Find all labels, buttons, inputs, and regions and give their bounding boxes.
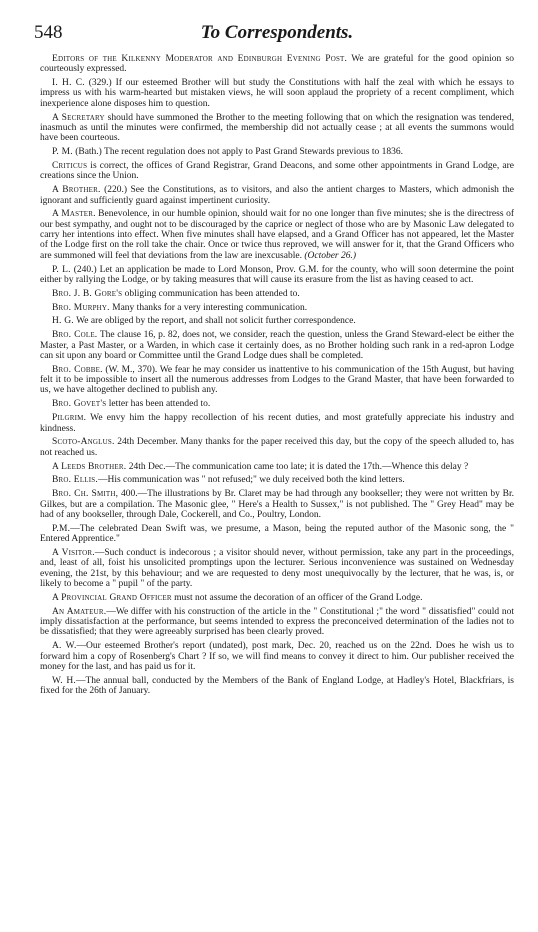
note-text: obliging communication has been attended to. bbox=[122, 288, 300, 299]
note-text: 400.—The illustrations by Br. Claret may be had through any bookseller; they were not written by Br. Gilkes, but are a compilation. The Masonic glee, " Here's a Health to Sussex," is not published. The " Grey Head" may be had of any bookseller, through Dale, Cockerell, and Co., Poultry, London. bbox=[40, 489, 514, 520]
note-text: 24th December. Many thanks for the paper received this day, but the copy of the speech alluded to, has not reached us. bbox=[40, 437, 514, 458]
note-text: must not assume the decoration of an officer of the Grand Lodge. bbox=[171, 592, 423, 603]
correspondent-name: H. G. bbox=[52, 316, 74, 327]
correspondent-note bbox=[40, 289, 514, 299]
correspondent-name: Scoto-Anglus. bbox=[52, 437, 115, 448]
correspondent-name: P. L. bbox=[52, 264, 71, 275]
correspondent-note bbox=[40, 330, 514, 361]
note-text: The clause 16, p. 82, does not, we consider, reach the question, unless the Grand Steward-elect be either the Master, a Past Master, or a Warden, in which case it certainly does, as no Brother holding such rank in a red-apron Lodge can sit upon any board or Committee until the Grand Lodge dues shall be completed. bbox=[40, 330, 514, 361]
note-text: We are obliged by the report, and shall not solicit further correspondence. bbox=[73, 316, 356, 327]
correspondent-note bbox=[40, 475, 514, 485]
correspondent-note bbox=[40, 303, 514, 313]
correspondent-note bbox=[40, 209, 514, 260]
correspondent-name: A. W. bbox=[52, 641, 77, 652]
correspondent-name: P.M. bbox=[52, 523, 71, 534]
correspondent-note bbox=[40, 489, 514, 520]
running-title: To Correspondents. bbox=[200, 22, 354, 43]
correspondent-name: Bro. Ellis. bbox=[52, 475, 98, 486]
correspondent-note bbox=[40, 413, 514, 434]
correspondent-note bbox=[40, 593, 514, 603]
correspondent-note bbox=[40, 524, 514, 545]
correspondent-note bbox=[40, 265, 514, 286]
note-text: (220.) See the Constitutions, as to visitors, and also the antient charges to Masters, which admonish the ignorant and sufficiently guard against impertinent curiosity. bbox=[40, 185, 514, 206]
correspondent-name: Bro. Ch. Smith, bbox=[52, 489, 119, 500]
correspondent-name: Bro. J. B. Gore's bbox=[52, 288, 123, 299]
correspondent-name: Editors of the Kilkenny Moderator and Edinburgh Evening Post. bbox=[52, 54, 348, 64]
note-text: —We differ with his construction of the article in the " Constitutional ;" the word " dissatisfied" could not imply dissatisfaction at the performance, but seems intended to express the preconceived determination of the ladies not to be dissatisfied; that they were agreeably surprised has been clearly proved. bbox=[40, 606, 515, 638]
correspondent-name: Bro. Murphy. bbox=[52, 302, 110, 313]
note-text: (240.) Let an application be made to Lord Monson, Prov. G.M. for the county, who will soon determine the point either by rallying the Lodge, or by taking measures that will cause its erasure from the list as having ceased to act. bbox=[40, 264, 514, 285]
correspondent-name: A Brother. bbox=[52, 185, 101, 196]
correspondent-note bbox=[40, 462, 514, 472]
correspondent-name: A Provincial Grand Officer bbox=[52, 592, 172, 603]
correspondent-name: A Visitor. bbox=[52, 548, 95, 559]
correspondent-note bbox=[40, 78, 514, 109]
correspondence-list bbox=[40, 54, 514, 696]
note-text: —Our esteemed Brother's report (undated), post mark, Dec. 20, reached us on the 22nd. Does he wish us to forward him a copy of Rosenberg's Chart ? If so, we will find means to convey it direct to him. Our publisher received the money for the last, and has paid us for it. bbox=[40, 641, 514, 672]
note-text: (W. M., 370). We fear he may consider us inattentive to his communication of the 15th August, but having felt it to be impossible to insert all the numerous addresses from Lodges to the Grand Master, that have been forwarded to us, we have altogether declined to publish any. bbox=[40, 364, 514, 396]
correspondent-note bbox=[40, 548, 514, 589]
note-text: 24th Dec.—The communication came too late; it is dated the 17th.—Whence this delay ? bbox=[126, 461, 469, 472]
note-text: —His communication was " not refused;" we duly received both the kind letters. bbox=[97, 475, 405, 486]
correspondent-name: Bro. Cole. bbox=[52, 330, 98, 341]
correspondent-name: A Leeds Brother. bbox=[52, 461, 127, 472]
correspondent-name: Bro. Cobbe. bbox=[52, 364, 103, 375]
note-text: (329.) If our esteemed Brother will but study the Constitutions with half the zeal with which he essays to impress us with his warm-hearted but mistaken views, he will soon applaud the propriety of a recent compliment, which inexperience alone disposes him to question. bbox=[40, 78, 514, 109]
note-text: (Bath.) The recent regulation does not apply to Past Grand Stewards previous to 1836. bbox=[72, 147, 403, 158]
correspondent-name: Bro. Govet's bbox=[52, 399, 107, 410]
correspondent-name: Pilgrim. bbox=[52, 413, 87, 424]
correspondent-note bbox=[40, 676, 514, 697]
note-text: —The celebrated Dean Swift was, we presume, a Mason, being the reputed author of the Masonic song, the " Entered Apprentice." bbox=[40, 523, 514, 545]
correspondent-name: I. H. C. bbox=[52, 78, 85, 89]
correspondent-note bbox=[40, 607, 514, 638]
correspondent-name: An Amateur. bbox=[52, 606, 107, 617]
note-text: is correct, the offices of Grand Registrar, Grand Deacons, and some other appointments in Grand Lodge, are creations since the Union. bbox=[40, 161, 514, 182]
correspondent-note bbox=[40, 641, 514, 672]
date-note: (October 26.) bbox=[304, 250, 357, 261]
note-text: Many thanks for a very interesting communication. bbox=[109, 302, 308, 313]
correspondent-note bbox=[40, 147, 514, 157]
correspondent-note bbox=[40, 365, 514, 396]
correspondent-note bbox=[40, 54, 514, 75]
note-text: —The annual ball, conducted by the Members of the Bank of England Lodge, at Hadley's Hotel, Blackfriars, is fixed for the 26th of January. bbox=[40, 675, 514, 696]
note-text: —Such conduct is indecorous ; a visitor should never, without permission, take any part in the proceedings, and, least of all, foist his unsolicited promptings upon the lecturer. Serious inconvenience was sustained on Wednesday evening, the 21st, by this behaviour; and we are requested to deny most unequivocally by the lecturer, that he was, is, or likely to become a " pupil " of the party. bbox=[40, 548, 514, 589]
correspondent-name: A Secretary bbox=[52, 112, 105, 123]
correspondent-note bbox=[40, 316, 514, 326]
correspondent-note bbox=[40, 113, 514, 144]
page bbox=[34, 22, 515, 700]
note-text: Benevolence, in our humble opinion, should wait for no one longer than five minutes; she is the directress of our best sympathy, and ought not to be discouraged by the caprice or neglect of those who are by Masonic Law delegated to carry her intentions into effect. When five minutes shall have elapsed, and a Grand Officer has not appeared, let the Master of the Lodge first on the roll take the chair. Once or twice thus reproved, we will answer for it, that the Grand Officers who are summoned will feel that deviations from the law are inexcusable. bbox=[40, 209, 514, 261]
correspondent-name: Criticus bbox=[52, 161, 88, 172]
note-text: We envy him the happy recollection of his recent duties, and most gratefully appreciate his industry and kindness. bbox=[40, 413, 514, 434]
page-number: 548 bbox=[34, 22, 63, 43]
correspondent-note bbox=[40, 399, 514, 409]
note-text: should have summoned the Brother to the meeting following that on which the resignation was tendered, inasmuch as until the minutes were confirmed, the membership did not actually cease ; at all events the summons would have been courteous. bbox=[40, 112, 514, 144]
note-text: We are grateful for the good opinion so courteously expressed. bbox=[40, 54, 514, 75]
correspondent-note bbox=[40, 437, 514, 458]
correspondent-note bbox=[40, 161, 514, 182]
note-text: letter has been attended to. bbox=[106, 399, 211, 410]
correspondent-name: A Master. bbox=[52, 209, 96, 220]
correspondent-note bbox=[40, 185, 514, 206]
correspondent-name: P. M. bbox=[52, 147, 73, 158]
page-header bbox=[34, 22, 514, 48]
correspondent-name: W. H. bbox=[52, 675, 76, 686]
